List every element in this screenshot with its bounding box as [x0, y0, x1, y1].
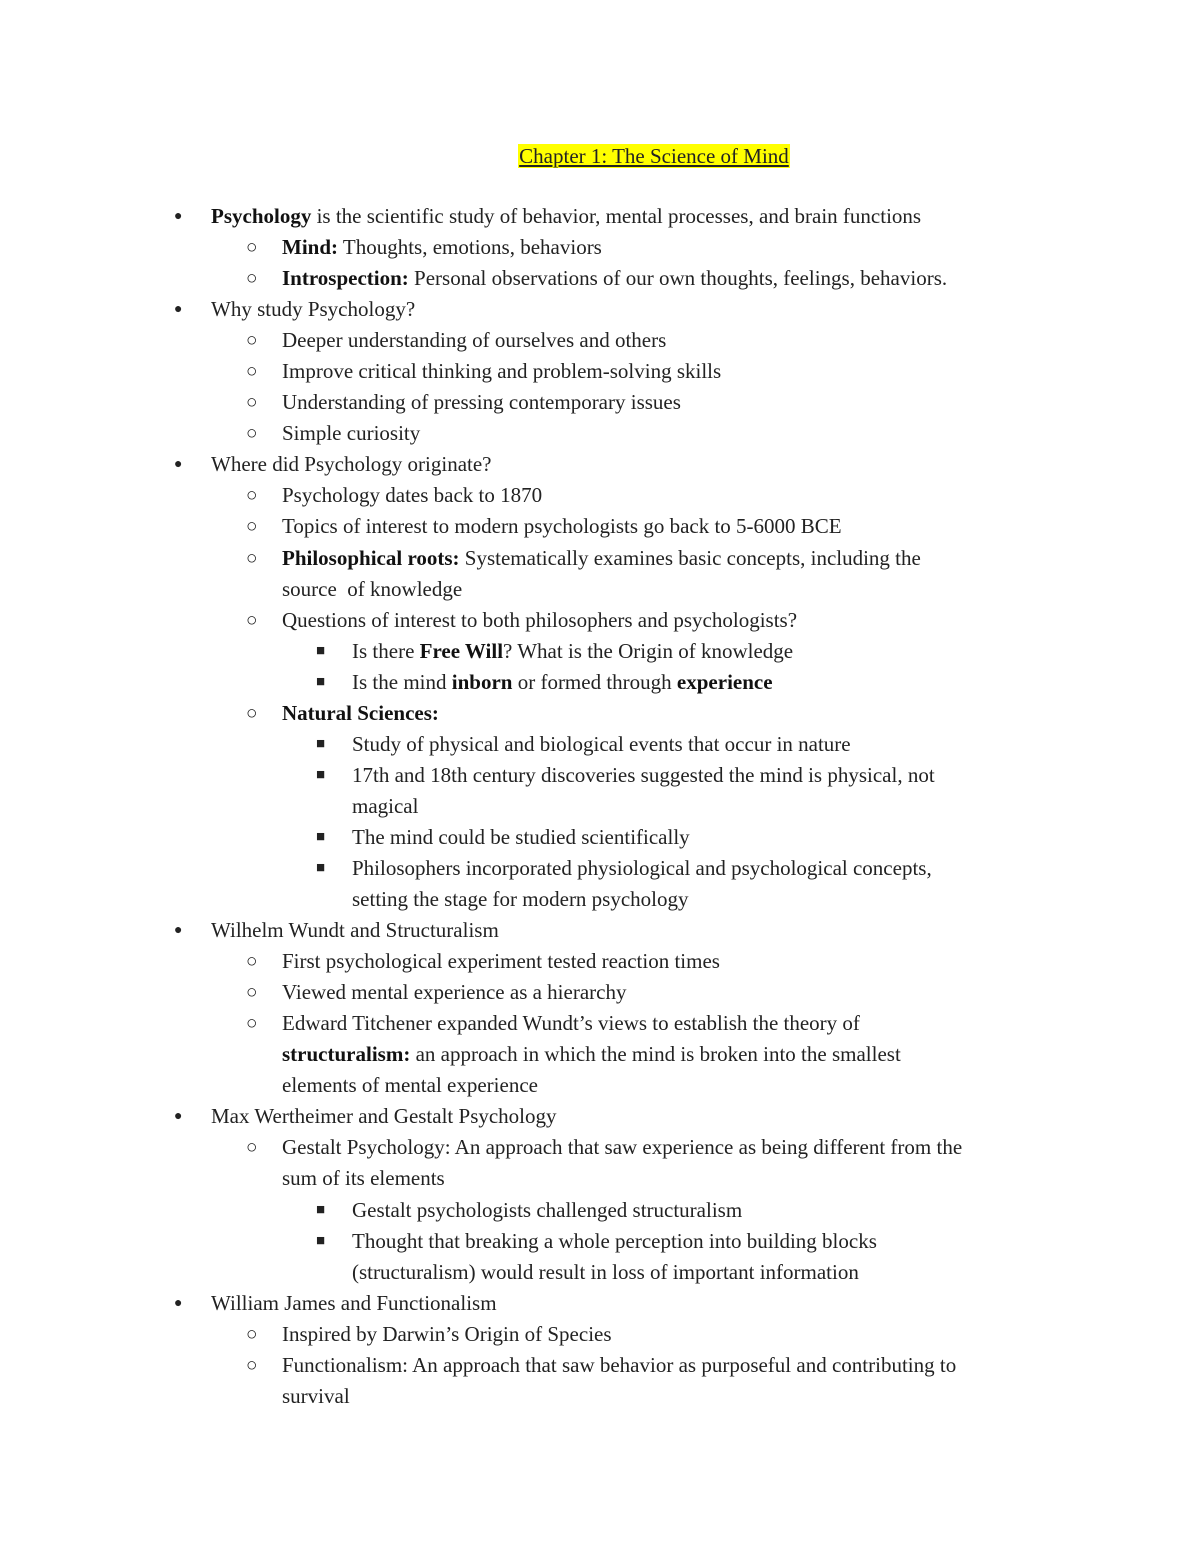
list-item-continuation: [0, 1070, 1200, 1101]
list-item-text: Study of physical and biological events that occur in nature: [352, 731, 851, 756]
list-item: [0, 636, 1200, 667]
bullet-circle: ○: [246, 547, 258, 569]
list-item: [0, 915, 1200, 946]
list-item-continuation: [0, 1381, 1200, 1412]
bullet-circle: ○: [246, 330, 258, 352]
bullet-circle: ○: [246, 423, 258, 445]
list-item-continuation: [0, 884, 1200, 915]
term-philosophical-roots: Philosophical roots:: [282, 545, 460, 570]
term-mind: Mind:: [282, 235, 339, 260]
definition-psychology: is the scientific study of behavior, mental processes, and brain functions: [311, 204, 922, 228]
list-item: [0, 543, 1200, 574]
section-heading: Where did Psychology originate?: [211, 452, 492, 477]
bullet-square: ■: [316, 766, 326, 783]
list-item-continuation: [0, 1039, 1200, 1070]
bullet-circle: ○: [246, 361, 258, 383]
list-item-text: Viewed mental experience as a hierarchy: [282, 980, 627, 1005]
list-item: [0, 387, 1200, 418]
list-item: [0, 1288, 1200, 1319]
list-item-text: Gestalt psychologists challenged structuralism: [352, 1197, 743, 1222]
bullet-circle: ○: [246, 702, 258, 724]
bullet-dot: ●: [174, 1295, 183, 1311]
list-item: [0, 1132, 1200, 1163]
list-item-text: sum of its elements: [282, 1166, 445, 1191]
list-item-text: Gestalt Psychology: An approach that saw experience as being different from the: [282, 1135, 963, 1160]
list-item: [0, 325, 1200, 356]
term-free-will: Free Will: [419, 638, 504, 663]
list-item: [0, 1101, 1200, 1132]
list-item-text: First psychological experiment tested reaction times: [282, 949, 720, 974]
list-item-text: Deeper understanding of ourselves and others: [282, 328, 667, 353]
bullet-circle: ○: [246, 268, 258, 290]
list-item: [0, 1195, 1200, 1226]
term-natural-sciences: Natural Sciences:: [282, 700, 439, 725]
list-item: [0, 946, 1200, 977]
chapter-title: Chapter 1: The Science of Mind: [519, 144, 789, 168]
title-container: [0, 139, 1200, 173]
bullet-square: ■: [316, 673, 326, 690]
list-item-text: Philosophers incorporated physiological and psychological concepts,: [352, 855, 932, 880]
term-structuralism: structuralism:: [282, 1042, 411, 1067]
list-item-text: source of knowledge: [282, 576, 463, 601]
list-item-text: (structuralism) would result in loss of important information: [352, 1259, 859, 1284]
list-item-text: Is there: [352, 638, 420, 663]
list-item-continuation: [0, 1163, 1200, 1194]
section-heading: Max Wertheimer and Gestalt Psychology: [211, 1104, 557, 1129]
list-item-text: Improve critical thinking and problem-solving skills: [282, 359, 722, 384]
list-item-text: ? What is the Origin of knowledge: [503, 638, 794, 663]
list-item: [0, 1319, 1200, 1350]
list-item-continuation: [0, 791, 1200, 822]
list-item-text: Topics of interest to modern psychologists go back to 5-6000 BCE: [282, 514, 842, 539]
list-item-text: Psychology dates back to 1870: [282, 483, 543, 508]
bullet-circle: ○: [246, 237, 258, 259]
definition-philosophical-roots: Systematically examines basic concepts, including the: [459, 545, 921, 570]
bullet-circle: ○: [246, 1354, 258, 1376]
list-item-text: Is the mind: [352, 669, 452, 694]
list-item: [0, 232, 1200, 263]
term-psychology: Psychology: [211, 204, 312, 228]
list-item: [0, 1350, 1200, 1381]
definition-structuralism: an approach in which the mind is broken into the smallest: [410, 1042, 901, 1067]
bullet-dot: ●: [174, 457, 183, 473]
bullet-square: ■: [316, 642, 326, 659]
list-item-text: The mind could be studied scientifically: [352, 824, 690, 849]
bullet-dot: ●: [174, 302, 183, 318]
term-experience: experience: [676, 669, 773, 694]
list-item: [0, 294, 1200, 325]
bullet-square: ■: [316, 828, 326, 845]
list-item-text: Simple curiosity: [282, 421, 421, 446]
list-item-text: Inspired by Darwin’s Origin of Species: [282, 1321, 612, 1346]
list-item: [0, 760, 1200, 791]
list-item: [0, 263, 1200, 294]
bullet-circle: ○: [246, 485, 258, 507]
bullet-dot: ●: [174, 1109, 183, 1125]
list-item: [0, 605, 1200, 636]
bullet-circle: ○: [246, 392, 258, 414]
section-heading: Wilhelm Wundt and Structuralism: [211, 918, 499, 943]
list-item-text: Questions of interest to both philosophers and psychologists?: [282, 607, 798, 632]
bullet-dot: ●: [174, 923, 183, 939]
notes-list: [0, 201, 1200, 1412]
list-item: [0, 853, 1200, 884]
list-item: [0, 667, 1200, 698]
list-item: [0, 1008, 1200, 1039]
bullet-circle: ○: [246, 951, 258, 973]
list-item: [0, 1226, 1200, 1257]
bullet-circle: ○: [246, 1323, 258, 1345]
definition-introspection: Personal observations of our own thoughts, feelings, behaviors.: [408, 266, 948, 291]
list-item: [0, 977, 1200, 1008]
list-item-text: 17th and 18th century discoveries suggested the mind is physical, not: [352, 762, 935, 787]
list-item-text: survival: [282, 1383, 350, 1408]
list-item-text: elements of mental experience: [282, 1073, 538, 1098]
list-item: [0, 356, 1200, 387]
section-heading: William James and Functionalism: [211, 1290, 497, 1315]
definition-mind: Thoughts, emotions, behaviors: [338, 235, 602, 260]
list-item-text: setting the stage for modern psychology: [352, 887, 689, 912]
bullet-square: ■: [316, 1232, 326, 1249]
term-introspection: Introspection:: [282, 266, 409, 291]
list-item-continuation: [0, 1257, 1200, 1288]
list-item-text: Edward Titchener expanded Wundt’s views to establish the theory of: [282, 1011, 860, 1036]
term-inborn: inborn: [451, 669, 513, 694]
list-item: [0, 822, 1200, 853]
list-item: [0, 418, 1200, 449]
list-item: [0, 201, 1200, 232]
bullet-square: ■: [316, 859, 326, 876]
section-heading: Why study Psychology?: [211, 297, 416, 322]
bullet-circle: ○: [246, 982, 258, 1004]
list-item-continuation: [0, 574, 1200, 605]
bullet-circle: ○: [246, 1013, 258, 1035]
bullet-circle: ○: [246, 516, 258, 538]
list-item: [0, 480, 1200, 511]
list-item: [0, 449, 1200, 480]
list-item-text: Understanding of pressing contemporary issues: [282, 390, 681, 415]
list-item-text: Functionalism: An approach that saw behavior as purposeful and contributing to: [282, 1352, 957, 1377]
list-item-text: Thought that breaking a whole perception into building blocks: [352, 1228, 877, 1253]
list-item: [0, 511, 1200, 542]
list-item-text: or formed through: [512, 669, 677, 694]
bullet-square: ■: [316, 1201, 326, 1218]
bullet-circle: ○: [246, 1137, 258, 1159]
list-item: [0, 698, 1200, 729]
bullet-square: ■: [316, 735, 326, 752]
bullet-dot: ●: [174, 209, 183, 224]
list-item: [0, 729, 1200, 760]
bullet-circle: ○: [246, 609, 258, 631]
list-item-text: magical: [352, 793, 419, 818]
